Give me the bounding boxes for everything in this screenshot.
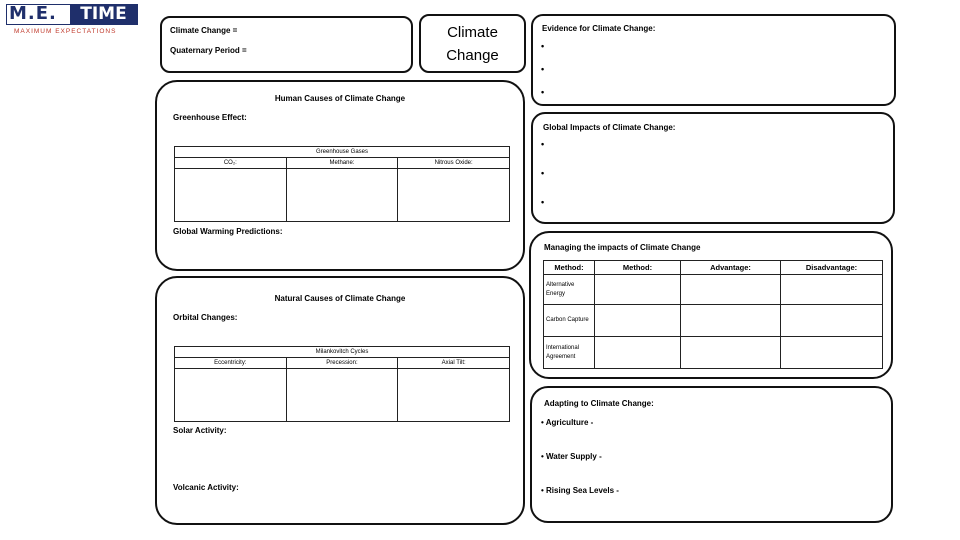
title-line-1: Climate xyxy=(447,24,498,41)
logo-prefix: M.E. xyxy=(9,3,57,24)
human-causes-box xyxy=(155,80,525,271)
table-cell xyxy=(781,305,883,337)
managing-row-label: Carbon Capture xyxy=(544,305,595,337)
volcanic-activity-label: Volcanic Activity: xyxy=(173,483,239,492)
table-cell xyxy=(398,169,510,222)
adapting-heading: Adapting to Climate Change: xyxy=(544,399,654,408)
adapting-item-agriculture: • Agriculture - xyxy=(541,418,594,427)
adapting-box xyxy=(530,386,893,523)
definitions-box xyxy=(160,16,413,73)
global-impacts-bullet: • xyxy=(541,197,545,207)
natural-causes-heading: Natural Causes of Climate Change xyxy=(274,294,406,303)
table-cell xyxy=(681,275,781,305)
global-impacts-bullet: • xyxy=(541,139,545,149)
table-header-cell: Axial Tilt: xyxy=(398,358,510,369)
table-cell xyxy=(286,369,398,422)
milankovitch-cycles-title: Milankovitch Cycles xyxy=(175,347,510,358)
logo-highlight: TIME xyxy=(70,4,137,24)
table-cell xyxy=(595,305,681,337)
title-line-2: Change xyxy=(446,47,499,64)
greenhouse-gases-title: Greenhouse Gases xyxy=(175,147,510,158)
logo xyxy=(6,4,144,37)
human-causes-heading: Human Causes of Climate Change xyxy=(274,94,406,103)
evidence-bullet: • xyxy=(541,87,545,97)
table-cell xyxy=(781,275,883,305)
managing-header-cell: Advantage: xyxy=(681,261,781,275)
managing-header-cell: Disadvantage: xyxy=(781,261,883,275)
managing-row-label: Alternative Energy xyxy=(544,275,595,305)
climate-change-definition-label: Climate Change = xyxy=(170,26,238,35)
adapting-item-rising-sea-levels: • Rising Sea Levels - xyxy=(541,486,619,495)
greenhouse-gases-table xyxy=(174,146,510,222)
table-cell xyxy=(175,369,287,422)
managing-row-label: International Agreement xyxy=(544,337,595,369)
table-cell xyxy=(681,305,781,337)
table-cell xyxy=(781,337,883,369)
managing-impacts-box xyxy=(529,231,893,379)
table-header-cell: Precession: xyxy=(286,358,398,369)
evidence-bullet: • xyxy=(541,41,545,51)
table-header-cell: Eccentricity: xyxy=(175,358,287,369)
title-box xyxy=(419,14,526,73)
milankovitch-cycles-table xyxy=(174,346,510,422)
managing-header-cell: Method: xyxy=(595,261,681,275)
global-warming-predictions-label: Global Warming Predictions: xyxy=(173,227,283,236)
evidence-box xyxy=(531,14,896,106)
table-header-cell: CO₂: xyxy=(175,158,287,169)
global-impacts-heading: Global Impacts of Climate Change: xyxy=(543,123,676,132)
solar-activity-label: Solar Activity: xyxy=(173,426,227,435)
table-cell xyxy=(681,337,781,369)
greenhouse-effect-label: Greenhouse Effect: xyxy=(173,113,247,122)
table-cell xyxy=(286,169,398,222)
logo-tagline: MAXIMUM EXPECTATIONS xyxy=(14,28,117,35)
managing-table xyxy=(543,260,883,369)
table-header-cell: Nitrous Oxide: xyxy=(398,158,510,169)
global-impacts-box xyxy=(531,112,895,224)
managing-impacts-heading: Managing the impacts of Climate Change xyxy=(544,243,701,252)
orbital-changes-label: Orbital Changes: xyxy=(173,313,238,322)
natural-causes-box xyxy=(155,276,525,525)
table-cell xyxy=(595,337,681,369)
table-cell xyxy=(175,169,287,222)
table-header-cell: Methane: xyxy=(286,158,398,169)
table-cell xyxy=(595,275,681,305)
managing-header-cell: Method: xyxy=(544,261,595,275)
evidence-bullet: • xyxy=(541,64,545,74)
adapting-item-water-supply: • Water Supply - xyxy=(541,452,602,461)
quaternary-period-label: Quaternary Period = xyxy=(170,46,247,55)
evidence-heading: Evidence for Climate Change: xyxy=(542,24,656,33)
global-impacts-bullet: • xyxy=(541,168,545,178)
table-cell xyxy=(398,369,510,422)
